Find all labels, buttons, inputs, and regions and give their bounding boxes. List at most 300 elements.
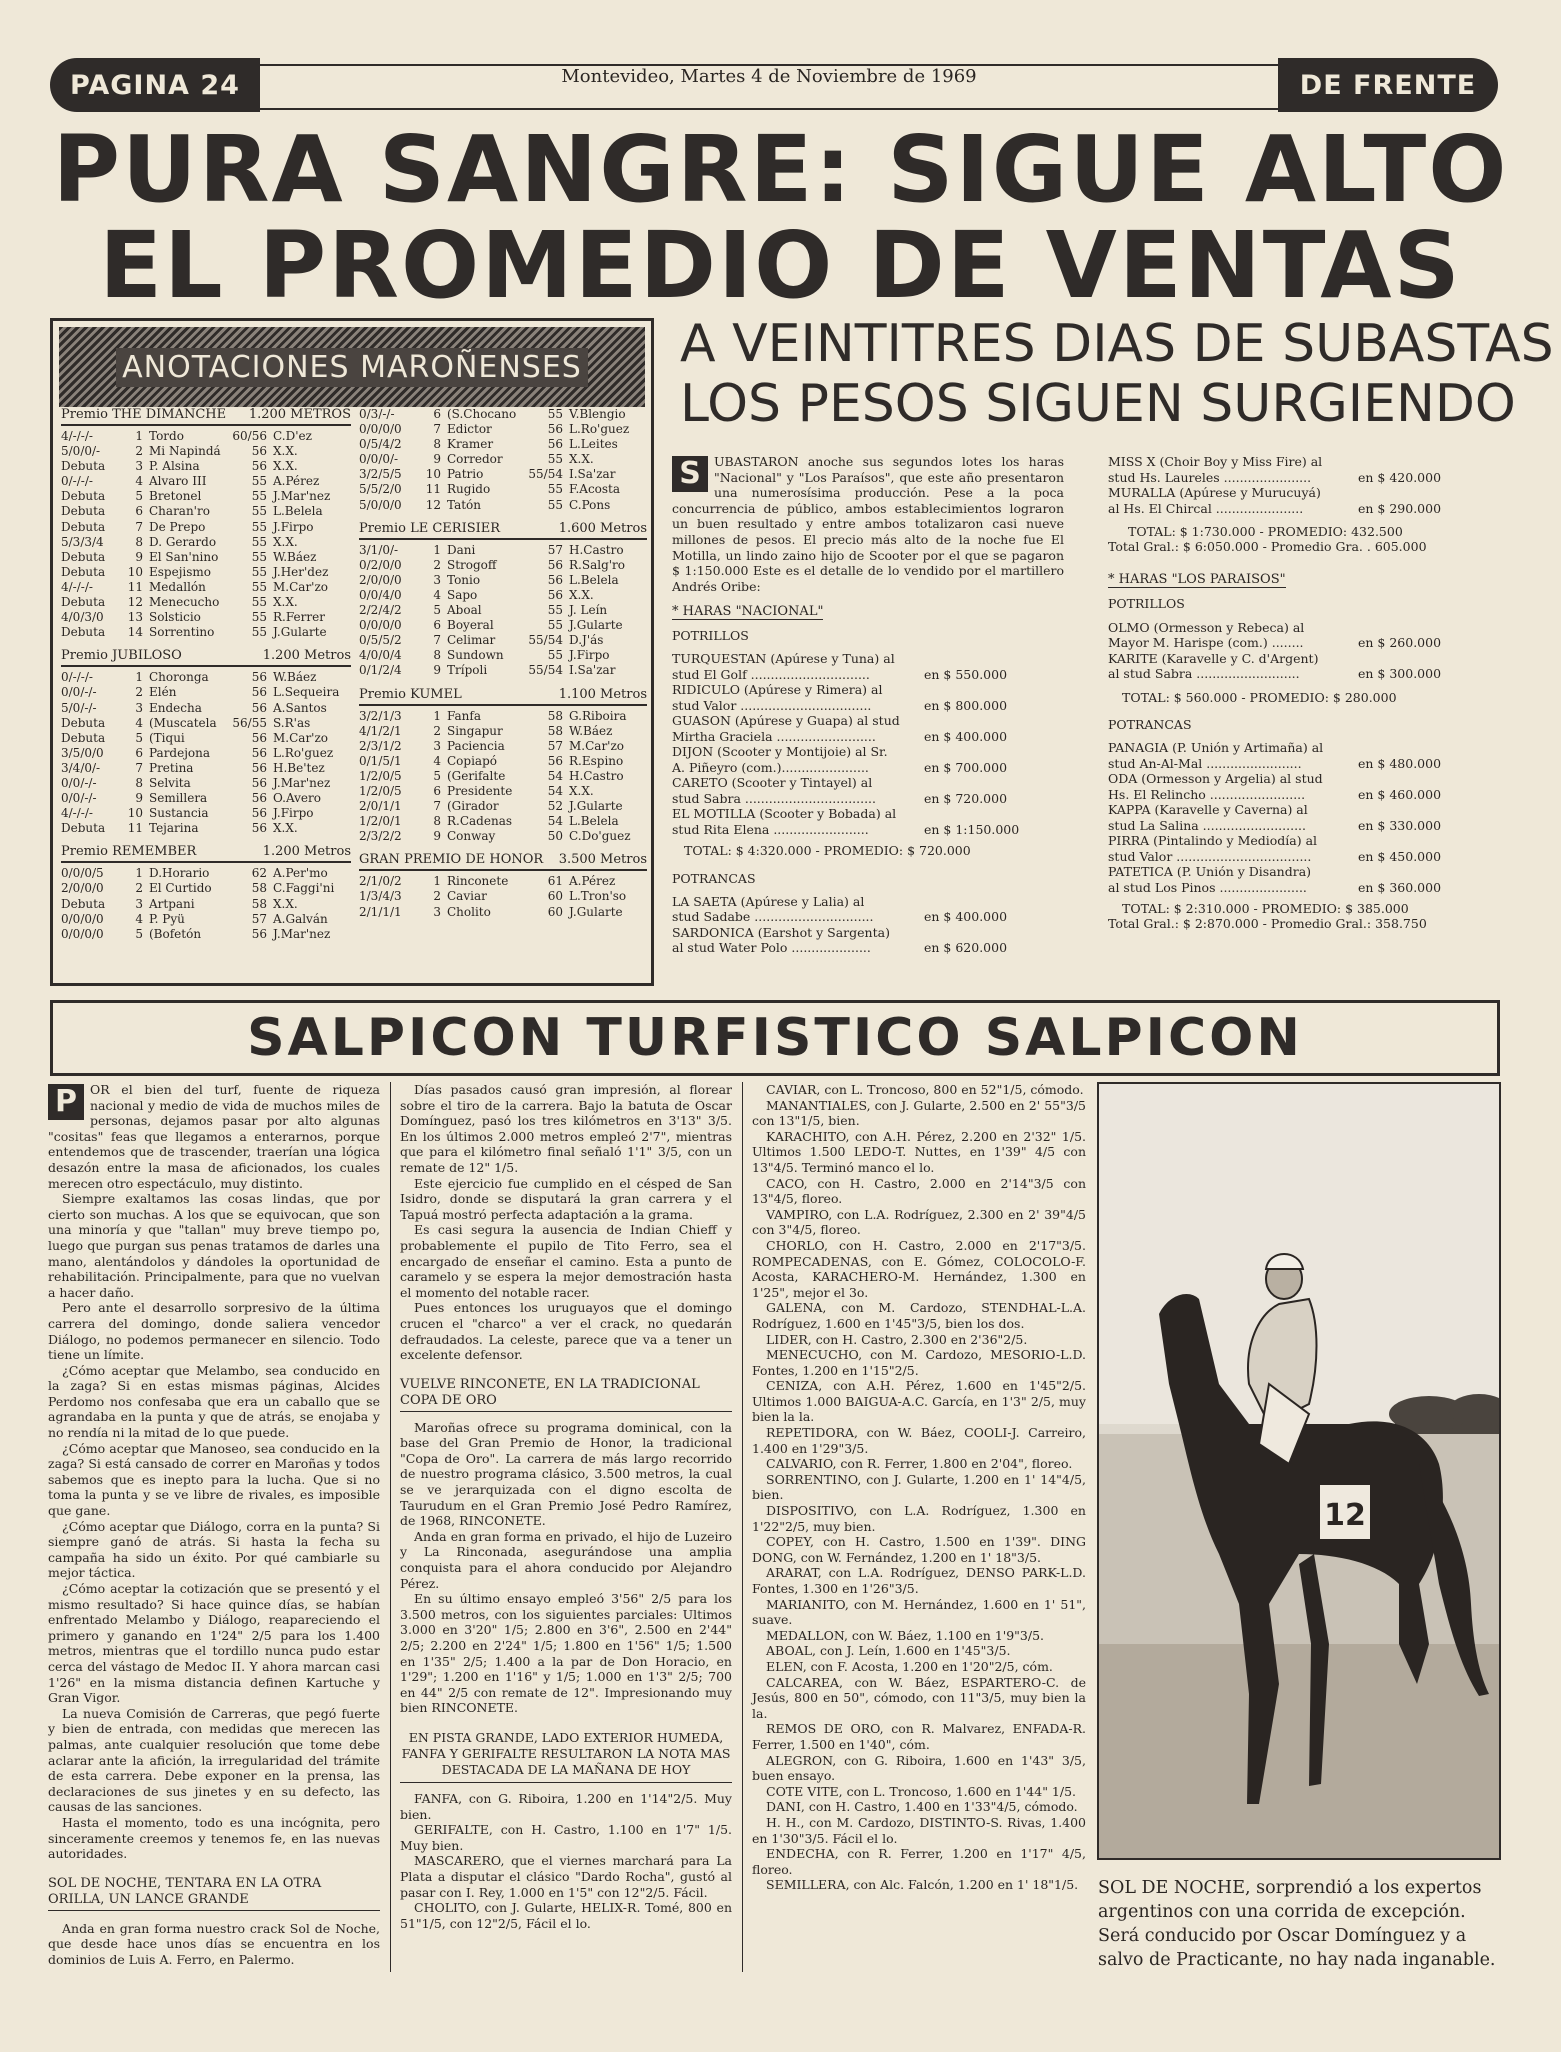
entry-weight: 55 <box>251 519 267 534</box>
entry-horse: Solsticio <box>149 610 201 625</box>
sale-horse: stud Valor .................................. <box>1108 848 1312 864</box>
entry-weight: 54 <box>547 768 563 783</box>
entry-horse: Presidente <box>447 783 513 798</box>
entry-number: 2 <box>135 685 143 700</box>
entry-horse: Tejarina <box>149 821 199 836</box>
entry-number: 9 <box>433 452 441 467</box>
sale-horse: CARETO (Scooter y Tintayel) al <box>672 775 873 791</box>
entry-form: 5/0/0/0 <box>359 497 402 512</box>
entry-number: 6 <box>433 407 441 421</box>
entry-number: 5 <box>433 603 441 618</box>
entry-horse: Sustancia <box>149 806 209 821</box>
salpicon-column-3 <box>752 1082 1086 1893</box>
entry-horse: Boyeral <box>447 618 494 633</box>
paragraph: DISPOSITIVO, con L.A. Rodríguez, 1.300 en 1'22"2/5, muy bien. <box>752 1503 1086 1534</box>
sale-row <box>1108 485 1498 501</box>
entry-form: 5/0/-/- <box>61 700 97 715</box>
nacional-potrancas-cont <box>1108 454 1498 516</box>
saddle-number: 12 <box>1324 1498 1366 1533</box>
sale-horse: stud El Golf .............................. <box>672 666 870 682</box>
entry-number: 11 <box>127 821 143 836</box>
entry-jockey: X.X. <box>273 444 298 459</box>
entry-number: 5 <box>433 768 441 783</box>
entry-row <box>61 731 351 746</box>
race-block <box>61 648 351 836</box>
paragraph: CALCAREA, con W. Báez, ESPARTERO-C. de Jesús, 800 en 50", cómodo, con 11"3/5, muy bien la la. <box>752 1674 1086 1721</box>
entry-row <box>61 776 351 791</box>
entry-row <box>359 543 647 558</box>
entry-number: 5 <box>135 730 143 745</box>
entry-jockey: J.Mar'nez <box>273 775 331 790</box>
entry-row <box>61 504 351 519</box>
entry-form: 0/0/0/0 <box>61 911 104 926</box>
entry-form: 3/2/5/5 <box>359 467 402 482</box>
entry-number: 1 <box>135 429 143 443</box>
entry-number: 6 <box>433 618 441 633</box>
entry-weight: 55 <box>251 595 267 610</box>
entry-row <box>359 588 647 603</box>
entry-weight: 55/54 <box>528 633 563 648</box>
entry-weight: 55 <box>251 625 267 640</box>
entry-number: 8 <box>135 534 143 549</box>
entry-row <box>359 437 647 452</box>
entry-form: 0/0/0/0 <box>61 926 104 941</box>
headline-line-1: PURA SANGRE: SIGUE ALTO <box>52 116 1509 223</box>
sale-row <box>672 713 1064 729</box>
entry-horse: P. Pyü <box>149 911 185 926</box>
entry-horse: Endecha <box>149 700 202 715</box>
entry-horse: Charan'ro <box>149 504 210 519</box>
entry-form: 1/2/0/5 <box>359 768 402 783</box>
entry-weight: 60 <box>547 904 563 919</box>
entry-number: 8 <box>135 775 143 790</box>
entry-form: 0/-/-/- <box>61 474 93 489</box>
sale-price <box>924 925 1064 941</box>
entry-horse: Singapur <box>447 723 503 738</box>
entry-row <box>359 905 647 920</box>
entry-jockey: A.Pérez <box>569 874 616 889</box>
entry-horse: Conway <box>447 829 496 844</box>
entry-row <box>359 573 647 588</box>
paragraph: SORRENTINO, con J. Gularte, 1.200 en 1' 14"4/5, bien. <box>752 1471 1086 1503</box>
entry-number: 1 <box>433 708 441 723</box>
dropcap-s: S <box>672 456 708 492</box>
entry-jockey: A.Per'mo <box>273 866 328 881</box>
subheadline-line-2: LOS PESOS SIGUEN SURGIENDO <box>680 374 1516 434</box>
sale-price: en $ 330.000 <box>1358 817 1442 833</box>
entry-form: 0/5/4/2 <box>359 437 402 452</box>
entry-row <box>61 429 351 444</box>
sale-horse: al stud Water Polo .................... <box>672 940 871 956</box>
entry-weight: 55/54 <box>528 663 563 678</box>
sale-horse: KAPPA (Karavelle y Caverna) al <box>1108 802 1308 818</box>
entry-jockey: A.Galván <box>273 911 328 926</box>
entry-weight: 58 <box>251 881 267 896</box>
sale-row <box>672 822 1064 838</box>
sale-horse: stud Valor ................................. <box>672 697 872 713</box>
paragraph: ¿Cómo aceptar la cotización que se presentó y el mismo resultado? Si hace quince días, se habían enfrentado Melambo y Diálogo, reapareciendo el primero y ganando en 1'24" 2/5 para los 1.400 metros, mientras que el tordillo nunca pudo estar cerca del vástago de Medoc II. Y ahora marcan casi 1'26" en la misma distancia definen Kartuche y Gran Vigor. <box>48 1581 380 1706</box>
sale-price: en $ 360.000 <box>1358 879 1442 895</box>
entry-horse: Selvita <box>149 775 191 790</box>
paragraph: FANFA, con G. Riboira, 1.200 en 1'14"2/5. Muy bien. <box>400 1790 732 1822</box>
entry-form: 4/1/2/1 <box>359 723 402 738</box>
entry-number: 1 <box>135 670 143 685</box>
entry-horse: Fanfa <box>447 708 481 723</box>
sale-horse: SARDONICA (Earshot y Sargenta) <box>672 924 890 940</box>
entry-number: 13 <box>127 610 143 625</box>
paragraph: COTE VITE, con L. Troncoso, 1.600 en 1'44" 1/5. <box>766 1783 1077 1799</box>
entry-weight: 52 <box>547 799 563 814</box>
entry-jockey: L.Sequeira <box>273 685 340 700</box>
race-name: Premio LE CERISIER <box>359 520 501 536</box>
paraisos-total-2: Total Gral.: $ 2:870.000 - Promedio Gral.: 358.750 <box>1108 916 1427 932</box>
sale-price <box>1358 454 1498 470</box>
entry-form: 2/3/2/2 <box>359 829 402 844</box>
sale-horse: Mayor M. Harispe (com.) ........ <box>1108 635 1304 651</box>
entry-jockey: L.Tron'so <box>569 889 627 904</box>
race-column-right <box>359 407 647 928</box>
race-header <box>61 648 351 667</box>
entry-jockey: J.Firpo <box>273 519 314 534</box>
entry-jockey: J.Mar'nez <box>273 926 331 941</box>
sale-horse: Mirtha Graciela ......................... <box>672 728 876 744</box>
entry-number: 3 <box>433 904 441 919</box>
entry-form: 0/0/4/0 <box>359 587 402 602</box>
entry-row <box>61 670 351 685</box>
entry-jockey: R.Salg'ro <box>569 557 626 572</box>
sales-right-column <box>1108 454 1498 931</box>
sale-price: en $ 290.000 <box>1358 500 1442 516</box>
entry-jockey: C.D'ez <box>273 429 312 443</box>
paragraph: LIDER, con H. Castro, 2.300 en 2'36"2/5. <box>766 1331 1028 1347</box>
entry-jockey: J. Leín <box>569 603 608 618</box>
entry-number: 1 <box>135 866 143 881</box>
entry-row <box>61 897 351 912</box>
race-header <box>359 687 647 706</box>
entry-jockey: J.Gularte <box>569 904 623 919</box>
paragraph: CALVARIO, con R. Ferrer, 1.800 en 2'04", floreo. <box>766 1456 1073 1472</box>
sale-row <box>672 925 1064 941</box>
entry-horse: Pardejona <box>149 745 211 760</box>
sale-row <box>1108 880 1498 896</box>
paragraph: Es casi segura la ausencia de Indian Chieff y probablemente el pupilo de Tito Ferro, sea el encargado de enseñar el camino. Esta a punto de caramelo y se espera la mejor demostración hasta el momento del notable racer. <box>400 1222 732 1300</box>
entry-number: 4 <box>135 911 143 926</box>
race-distance: 3.500 Metros <box>558 852 647 868</box>
entry-row <box>61 746 351 761</box>
paragraph: ARARAT, con L.A. Rodríguez, DENSO PARK-L.D. Fontes, 1.300 en 1'26"3/5. <box>752 1565 1086 1596</box>
sale-horse: EL MOTILLA (Scooter y Bobada) al <box>672 806 897 822</box>
entry-form: 0/1/5/1 <box>359 753 402 768</box>
entry-form: 1/2/0/5 <box>359 783 402 798</box>
entry-number: 1 <box>433 542 441 557</box>
sale-row <box>672 667 1064 683</box>
sales-intro: S UBASTARON anoche sus segundos lotes los haras "Nacional" y "Los Paraísos", que este año presentaron una numerosísima producción. Pese a la poca concurrencia de público, ambos establecimientos lograron un buen resultado y entre ambos totalizaron casi nueve millones de pesos. El precio más alto de la noche fue El Motilla, un lindo zaino hijo de Scooter por el que se pagaron $ 1:150.000 Este es el detalle de lo vendido por el martillero Andrés Oribe: * HARAS "NACIONAL" POTRILLOS TURQUESTAN (Apúrese y Tuna) al stud El Golf .............................. en $ 550.000 RIDICULO (Apúrese y Rimera) al stud Valor ................................. en $ 800.000 GUASON (Apúrese y Guapa) al stud Mirtha Graciela ......................... en $ 400.000 DIJON (Scooter y Montijoie) al Sr. A. Piñeyro (com.)...................... en $ 700.000 CARETO (Scooter y Tintayel) al stud Sabra ................................. en $ 720.000 EL MOTILLA (Scooter y Bobada) al stud Rita Elena ........................ en $ 1:150.000 TOTAL: $ 4:320.000 - PROMEDIO: $ 720.000 POTRANCAS LA SAETA (Apúrese y Lalia) al stud Sadabe .............................. en $ 400.000 SARDONICA (Earshot y Sargenta) al stud Water Polo .................... en $ 620.000 <box>672 454 1064 956</box>
entry-form: 2/0/0/0 <box>359 572 402 587</box>
racehorse-photo <box>1097 1082 1501 1860</box>
paragraph: ¿Cómo aceptar que Manoseo, sea conducido en la zaga? Si está cansado de correr en Maroñas y todos sabemos que es inepto para la lucha. Que si no toma la punta y se ve libre de rivales, es imposible que gane. <box>48 1440 380 1519</box>
entry-weight: 58 <box>251 896 267 911</box>
entry-row <box>359 407 647 422</box>
entry-jockey: L.Ro'guez <box>569 422 630 437</box>
entry-row <box>61 459 351 474</box>
sale-row <box>1108 787 1498 803</box>
entry-row <box>359 618 647 633</box>
sale-row <box>1108 651 1498 667</box>
sale-price: en $ 460.000 <box>1358 786 1442 802</box>
sale-horse: LA SAETA (Apúrese y Lalia) al <box>672 893 865 909</box>
page-number: PAGINA 24 <box>50 58 260 112</box>
sale-horse: RIDICULO (Apúrese y Rimera) al <box>672 682 883 698</box>
entry-weight: 50 <box>547 829 563 844</box>
entry-number: 3 <box>135 896 143 911</box>
entry-weight: 56 <box>251 775 267 790</box>
race-block <box>359 852 647 919</box>
entry-horse: El San'nino <box>149 549 219 564</box>
entry-row <box>359 482 647 497</box>
entry-weight: 56 <box>251 806 267 821</box>
entry-number: 2 <box>135 881 143 896</box>
entry-horse: (Gerifalte <box>447 768 506 783</box>
entry-weight: 55 <box>547 603 563 618</box>
entry-row <box>359 724 647 739</box>
entry-jockey: L.Belela <box>569 572 619 587</box>
entry-row <box>61 535 351 550</box>
entry-number: 9 <box>135 791 143 806</box>
entry-jockey: J.Gularte <box>569 799 623 814</box>
entry-jockey: J.Mar'nez <box>273 489 331 504</box>
nacional-potrillos-list <box>672 651 1064 837</box>
paragraph: CENIZA, con A.H. Pérez, 1.600 en 1'45"2/5. Ultimos 1.000 BAIGUA-A.C. García, en 1'3" 2/5, muy bien la la. <box>752 1378 1086 1425</box>
sale-row <box>672 744 1064 760</box>
entry-number: 10 <box>127 564 143 579</box>
entry-weight: 56 <box>251 685 267 700</box>
entry-form: 0/0/0/5 <box>61 866 104 881</box>
paragraph: SEMILLERA, con Alc. Falcón, 1.200 en 1' 18"1/5. <box>766 1877 1079 1893</box>
paragraph: MANANTIALES, con J. Gularte, 2.500 en 2' 55"3/5 con 13"1/5, bien. <box>752 1097 1086 1129</box>
entry-number: 7 <box>433 422 441 437</box>
entry-form: 2/0/1/1 <box>359 799 402 814</box>
entry-jockey: L.Ro'guez <box>273 745 334 760</box>
entry-horse: Edictor <box>447 422 492 437</box>
paragraph: COPEY, con H. Castro, 1.500 en 1'39". DING DONG, con W. Fernández, 1.200 en 1' 18"3/5. <box>752 1534 1086 1565</box>
entry-row <box>359 498 647 513</box>
entry-row <box>359 754 647 769</box>
race-block <box>359 407 647 513</box>
entry-row <box>61 625 351 640</box>
entry-horse: Rugido <box>447 482 491 497</box>
entry-weight: 56 <box>251 459 267 474</box>
sale-price <box>924 775 1064 791</box>
race-distance: 1.200 Metros <box>262 844 351 860</box>
entry-horse: Tatón <box>447 497 482 512</box>
entry-weight: 56 <box>251 730 267 745</box>
entry-row <box>61 881 351 896</box>
entry-form: 0/0/0/- <box>359 452 399 467</box>
paragraph: ¿Cómo aceptar que Diálogo, corra en la punta? Si siempre ganó de atrás. Si hasta la fecha su campaña ha sido un éxito. Por qué cambiarle su mejor táctica. <box>48 1518 380 1581</box>
paragraph: Pues entonces los uruguayos que el domingo crucen el "charco" a ver el crack, no quedarán defraudados. La celeste, parece que va a tener un excelente defensor. <box>400 1300 732 1363</box>
subheadline-line-1: A VEINTITRES DIAS DE SUBASTAS <box>680 314 1554 374</box>
sale-price <box>924 894 1064 910</box>
race-header <box>359 852 647 871</box>
sale-horse: stud Sadabe .............................. <box>672 909 874 925</box>
entry-jockey: F.Acosta <box>569 482 621 497</box>
entry-jockey: A.Pérez <box>273 474 320 489</box>
sale-horse: stud Hs. Laureles ...................... <box>1108 469 1312 485</box>
entry-jockey: L.Belela <box>273 504 323 519</box>
entry-weight: 55 <box>251 534 267 549</box>
entry-form: 3/4/0/- <box>61 760 101 775</box>
entry-weight: 58 <box>547 723 563 738</box>
entry-horse: (Tiqui <box>149 730 185 745</box>
race-name: Premio JUBILOSO <box>61 648 182 664</box>
sale-horse: MURALLA (Apúrese y Murucuyá) <box>1108 485 1321 500</box>
entry-number: 3 <box>433 738 441 753</box>
entry-form: 1/3/4/3 <box>359 889 402 904</box>
entry-row <box>359 889 647 904</box>
sale-price <box>1358 651 1498 667</box>
entry-weight: 60/56 <box>232 429 267 443</box>
salpicon-column-1 <box>48 1082 380 1967</box>
entry-jockey: X.X. <box>569 587 594 602</box>
entry-number: 14 <box>127 625 143 640</box>
entry-weight: 54 <box>547 814 563 829</box>
entry-form: 0/5/5/2 <box>359 633 402 648</box>
paragraph: ABOAL, con J. Leín, 1.600 en 1'45"3/5. <box>766 1643 1011 1659</box>
sale-price <box>1358 864 1498 880</box>
entry-weight: 55 <box>251 489 267 504</box>
entry-row <box>61 701 351 716</box>
paragraph: GALENA, con M. Cardozo, STENDHAL-L.A. Rodríguez, 1.600 en 1'45"3/5, bien los dos. <box>752 1300 1086 1331</box>
entry-weight: 56 <box>547 587 563 602</box>
entry-weight: 55 <box>251 549 267 564</box>
entry-jockey: X.X. <box>273 459 298 474</box>
sale-horse: GUASON (Apúrese y Guapa) al stud <box>672 713 900 729</box>
entry-weight: 55 <box>547 618 563 633</box>
entry-horse: Medallón <box>149 579 206 594</box>
entry-weight: 56 <box>547 422 563 437</box>
entry-jockey: J.Gularte <box>569 618 623 633</box>
sale-horse: KARITE (Karavelle y C. d'Argent) <box>1108 650 1319 666</box>
entry-weight: 57 <box>547 738 563 753</box>
entry-weight: 61 <box>547 874 563 889</box>
entry-form: 0/1/2/4 <box>359 663 402 678</box>
entry-horse: Rinconete <box>447 874 509 889</box>
entry-weight: 55 <box>251 504 267 519</box>
sale-price: en $ 300.000 <box>1358 666 1442 682</box>
anotaciones-title: ANOTACIONES MAROÑENSES <box>59 327 645 407</box>
nacional-total-2: Total Gral.: $ 6:050.000 - Promedio Gra. . 605.000 <box>1108 539 1427 555</box>
entry-jockey: X.X. <box>273 821 298 836</box>
entry-row <box>61 595 351 610</box>
paragraph: H. H., con M. Cardozo, DISTINTO-S. Rivas, 1.400 en 1'30"3/5. Fácil el lo. <box>752 1814 1086 1846</box>
entry-horse: Tonio <box>447 572 481 587</box>
paragraph: ENDECHA, con R. Ferrer, 1.200 en 1'17" 4/5, floreo. <box>752 1846 1086 1877</box>
sale-row <box>1108 470 1498 486</box>
entry-number: 2 <box>433 723 441 738</box>
race-header <box>61 407 351 426</box>
entry-jockey: H.Castro <box>569 542 624 557</box>
headline-line-2: EL PROMEDIO DE VENTAS <box>99 212 1462 319</box>
entry-form: Debuta <box>61 459 106 474</box>
race-name: Premio REMEMBER <box>61 844 197 860</box>
paragraph: Anda en gran forma en privado, el hijo de Luzeiro y La Rinconada, asegurándose una amplia conquista para el ahora conducido por Alejandro Pérez. <box>400 1528 732 1591</box>
entry-weight: 57 <box>547 542 563 557</box>
entry-weight: 55 <box>547 482 563 497</box>
sale-price <box>924 682 1064 698</box>
sale-price <box>1358 802 1498 818</box>
entry-row <box>359 422 647 437</box>
entry-horse: Celimar <box>447 633 496 648</box>
entry-row <box>359 558 647 573</box>
paragraph: Este ejercicio fue cumplido en el césped de San Isidro, donde se disputará la gran carrera y el Tapuá mostró perfecta adaptación a la grama. <box>400 1175 732 1222</box>
entry-row <box>61 489 351 504</box>
entry-form: 1/2/0/1 <box>359 814 402 829</box>
race-distance: 1.200 METROS <box>248 407 351 422</box>
sale-price: en $ 260.000 <box>1358 635 1442 651</box>
entry-weight: 56 <box>251 745 267 760</box>
entry-number: 12 <box>127 595 143 610</box>
entry-row <box>359 648 647 663</box>
entry-row <box>359 814 647 829</box>
sale-price <box>924 651 1064 667</box>
sale-horse: PATETICA (P. Unión y Disandra) <box>1108 864 1312 880</box>
race-name: Premio THE DIMANCHE <box>61 407 227 422</box>
entry-row <box>359 874 647 889</box>
entry-weight: 56 <box>251 670 267 685</box>
paragraph: Hasta el momento, todo es una incógnita, pero sinceramente creemos y tenemos fe, en las nuevas autoridades. <box>48 1814 380 1862</box>
entry-weight: 60 <box>547 889 563 904</box>
race-name: Premio KUMEL <box>359 686 462 702</box>
paragraph: CHORLO, con H. Castro, 2.000 en 2'17"3/5. ROMPECADENAS, con E. Gómez, COLOCOLO-F. Acosta, KARACHERO-M. Hernández, 1.300 en 1'25", mejor el 3o. <box>752 1237 1086 1300</box>
entry-form: 0/0/-/- <box>61 791 97 806</box>
entry-form: 4/0/3/0 <box>61 610 104 625</box>
sale-horse: OLMO (Ormesson y Rebeca) al <box>1108 619 1305 635</box>
sale-row <box>672 940 1064 956</box>
photo-caption: SOL DE NOCHE, sorprendió a los expertos argentinos con una corrida de excepción. Será conducido por Oscar Domínguez y a salvo de Practicante, no hay nada inganable. <box>1098 1878 1496 1970</box>
entry-jockey: I.Sa'zar <box>569 663 616 678</box>
entry-row <box>359 709 647 724</box>
entry-jockey: W.Báez <box>273 549 317 564</box>
entry-number: 5 <box>135 926 143 941</box>
sale-price: en $ 1:150.000 <box>924 821 1020 837</box>
entry-weight: 56 <box>547 572 563 587</box>
entry-form: 0/2/0/0 <box>359 557 402 572</box>
entry-jockey: C.Faggi'ni <box>273 881 335 896</box>
entry-number: 2 <box>433 889 441 904</box>
entry-form: 2/2/4/2 <box>359 603 402 618</box>
sale-row <box>1108 666 1498 682</box>
entry-jockey: M.Car'zo <box>569 738 625 753</box>
paragraph: Pero ante el desarrollo sorpresivo de la última carrera del domingo, donde saliera vencedor Diálogo, no podemos permanecer en silencio. Todo tiene un límite. <box>48 1300 380 1363</box>
entry-horse: De Prepo <box>149 519 206 534</box>
paragraph-text: OR el bien del turf, fuente de riqueza nacional y medio de vida de muchos miles de personas, dejamos pasar por alto algunas "cositas" feas que llegamos a enterarnos, porque entendemos que de trascender, traerían una lógica desazón entre la masa de aficionados, los cuales merecen otro espectáculo, muy distinto. <box>48 1082 380 1191</box>
entry-row <box>359 452 647 467</box>
entry-weight: 56 <box>251 760 267 775</box>
entry-number: 1 <box>433 874 441 889</box>
entry-horse: D.Horario <box>149 866 210 881</box>
jockey-horse-image <box>1099 1084 1499 1858</box>
sale-row <box>672 760 1064 776</box>
entry-jockey: I.Sa'zar <box>569 467 616 482</box>
entry-row <box>61 821 351 836</box>
entry-number: 7 <box>135 760 143 775</box>
entry-row <box>359 739 647 754</box>
sale-horse: stud La Salina .......................... <box>1108 817 1306 833</box>
potrancas-label: POTRANCAS <box>672 870 756 886</box>
entry-jockey: C.Do'guez <box>569 829 631 844</box>
entry-number: 7 <box>433 799 441 814</box>
entry-row <box>359 467 647 482</box>
